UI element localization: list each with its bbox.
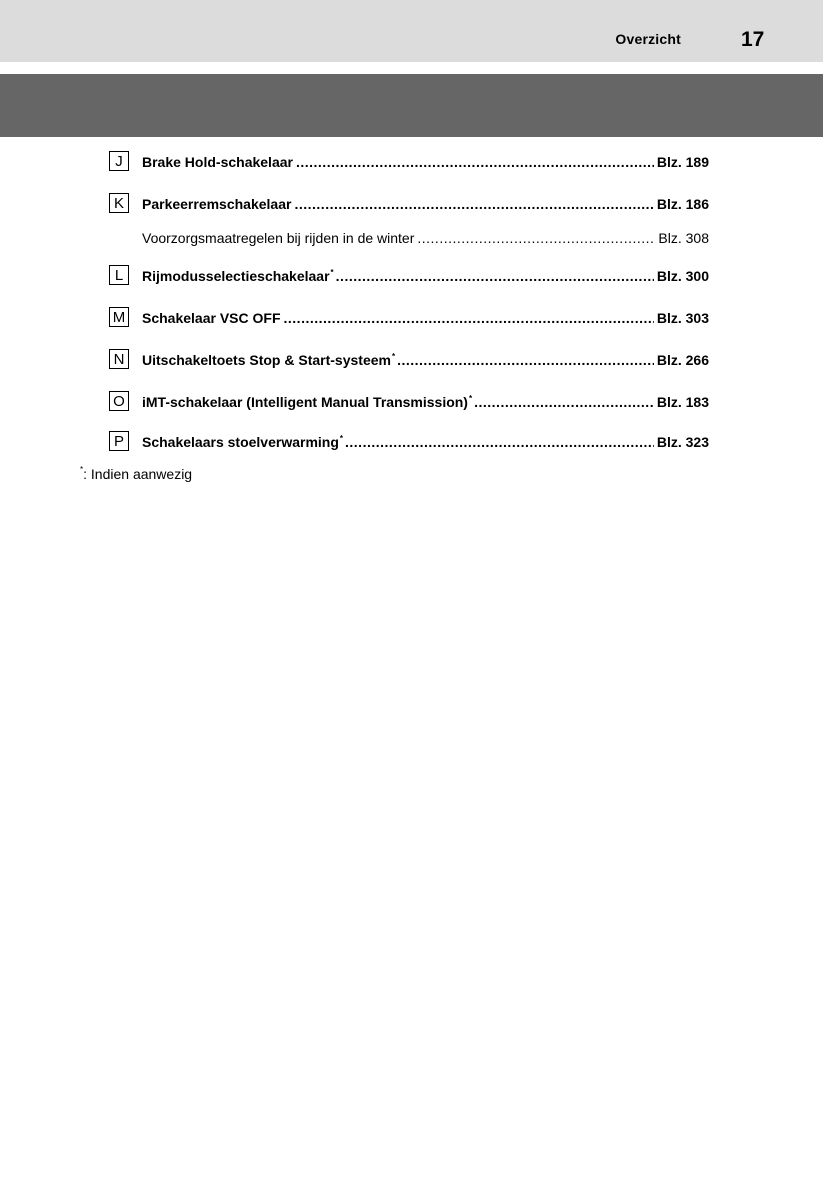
toc-entry-l[interactable] [109, 265, 709, 287]
letter-badge: J [109, 151, 129, 171]
title-band [0, 74, 823, 137]
dot-leader [294, 196, 653, 212]
entry-label: Rijmodusselectieschakelaar* [142, 268, 334, 284]
toc-entry-o[interactable] [109, 391, 709, 413]
header-band [0, 0, 823, 62]
dot-leader [417, 230, 655, 246]
toc-entry-m[interactable] [109, 307, 709, 329]
dot-leader [397, 352, 654, 368]
entry-page: Blz. 186 [656, 196, 709, 212]
toc-entry-p[interactable] [109, 431, 709, 453]
entry-page: Blz. 189 [656, 154, 709, 170]
entry-label: Brake Hold-schakelaar [142, 154, 293, 170]
entry-label: iMT-schakelaar (Intelligent Manual Transmission)* [142, 394, 473, 410]
letter-badge: P [109, 431, 129, 451]
toc-entry-j[interactable] [109, 151, 709, 173]
entry-page: Blz. 183 [656, 394, 709, 410]
letter-badge: L [109, 265, 129, 285]
section-title: Overzicht [615, 31, 681, 47]
footnote [80, 466, 192, 482]
toc-entry-k-sub[interactable] [109, 227, 709, 249]
entry-page: Blz. 303 [656, 310, 709, 326]
entry-label: Schakelaars stoelverwarming* [142, 434, 344, 450]
toc-entry-n[interactable] [109, 349, 709, 371]
entry-page: Blz. 323 [656, 434, 709, 450]
dot-leader [296, 154, 654, 170]
footnote-text: : Indien aanwezig [83, 466, 193, 482]
entry-label: Parkeerremschakelaar [142, 196, 292, 212]
entry-page: Blz. 308 [658, 230, 709, 246]
letter-badge: O [109, 391, 129, 411]
entry-page: Blz. 266 [656, 352, 709, 368]
dot-leader [474, 394, 654, 410]
entry-label: Schakelaar VSC OFF [142, 310, 281, 326]
toc-entry-k[interactable] [109, 193, 709, 215]
entry-page: Blz. 300 [656, 268, 709, 284]
page-number: 17 [741, 28, 765, 51]
letter-badge: K [109, 193, 129, 213]
entry-label: Uitschakeltoets Stop & Start-systeem* [142, 352, 396, 368]
letter-badge: M [109, 307, 129, 327]
letter-badge: N [109, 349, 129, 369]
dot-leader [345, 434, 654, 450]
footnote-marker: * [80, 465, 84, 474]
entry-label: Voorzorgsmaatregelen bij rijden in de winter [142, 230, 415, 246]
dot-leader [336, 268, 654, 284]
dot-leader [284, 310, 654, 326]
